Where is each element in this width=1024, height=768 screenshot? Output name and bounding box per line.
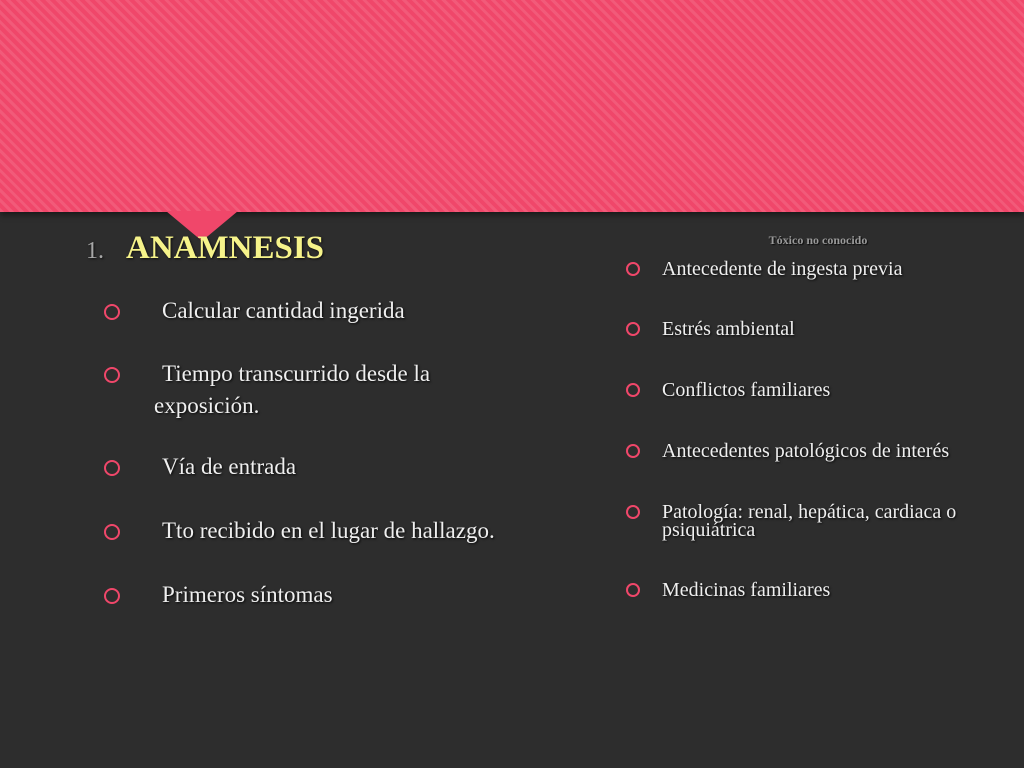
list-item bbox=[100, 295, 560, 327]
heading-number: 1. bbox=[86, 238, 104, 264]
list-item-text: Tto recibido en el lugar de hallazgo. bbox=[162, 518, 495, 543]
right-bullet-list bbox=[624, 250, 1014, 599]
list-item bbox=[100, 358, 560, 390]
hollow-circle-icon bbox=[626, 444, 640, 458]
hollow-circle-icon bbox=[104, 304, 120, 320]
list-item bbox=[100, 515, 560, 547]
hollow-circle-icon bbox=[104, 524, 120, 540]
hollow-circle-icon bbox=[626, 505, 640, 519]
list-item-continuation bbox=[624, 521, 1014, 539]
list-item bbox=[624, 442, 1014, 460]
heading-title: ANAMNESIS bbox=[126, 230, 325, 266]
list-item-continuation bbox=[100, 390, 560, 422]
list-item bbox=[624, 260, 1014, 278]
list-item-text: Vía de entrada bbox=[162, 454, 297, 479]
slide-heading bbox=[86, 230, 324, 267]
list-item-text: psiquiátrica bbox=[662, 519, 756, 541]
list-item-text: Calcular cantidad ingerida bbox=[162, 298, 405, 323]
hollow-circle-icon bbox=[104, 367, 120, 383]
list-item bbox=[100, 451, 560, 483]
list-item-text: exposición. bbox=[154, 393, 260, 418]
list-item-text: Antecedente de ingesta previa bbox=[662, 258, 903, 280]
list-item bbox=[624, 381, 1014, 399]
list-item-text: Conflictos familiares bbox=[662, 379, 831, 401]
hollow-circle-icon bbox=[626, 583, 640, 597]
subtitle: Tóxico no conocido bbox=[768, 233, 868, 247]
list-item-text: Medicinas familiares bbox=[662, 579, 831, 601]
list-item-text: Antecedentes patológicos de interés bbox=[662, 440, 950, 462]
header-banner bbox=[0, 0, 1024, 212]
hollow-circle-icon bbox=[104, 588, 120, 604]
hollow-circle-icon bbox=[626, 383, 640, 397]
hollow-circle-icon bbox=[626, 262, 640, 276]
list-item-text: Primeros síntomas bbox=[162, 582, 333, 607]
list-item bbox=[624, 581, 1014, 599]
list-item bbox=[624, 320, 1014, 338]
list-item-text: Estrés ambiental bbox=[662, 318, 795, 340]
list-item-text: Tiempo transcurrido desde la bbox=[162, 361, 431, 386]
list-item-text: Patología: renal, hepática, cardiaca o bbox=[662, 501, 957, 523]
list-item bbox=[100, 579, 560, 611]
hollow-circle-icon bbox=[104, 460, 120, 476]
left-bullet-list bbox=[100, 295, 560, 611]
hollow-circle-icon bbox=[626, 322, 640, 336]
